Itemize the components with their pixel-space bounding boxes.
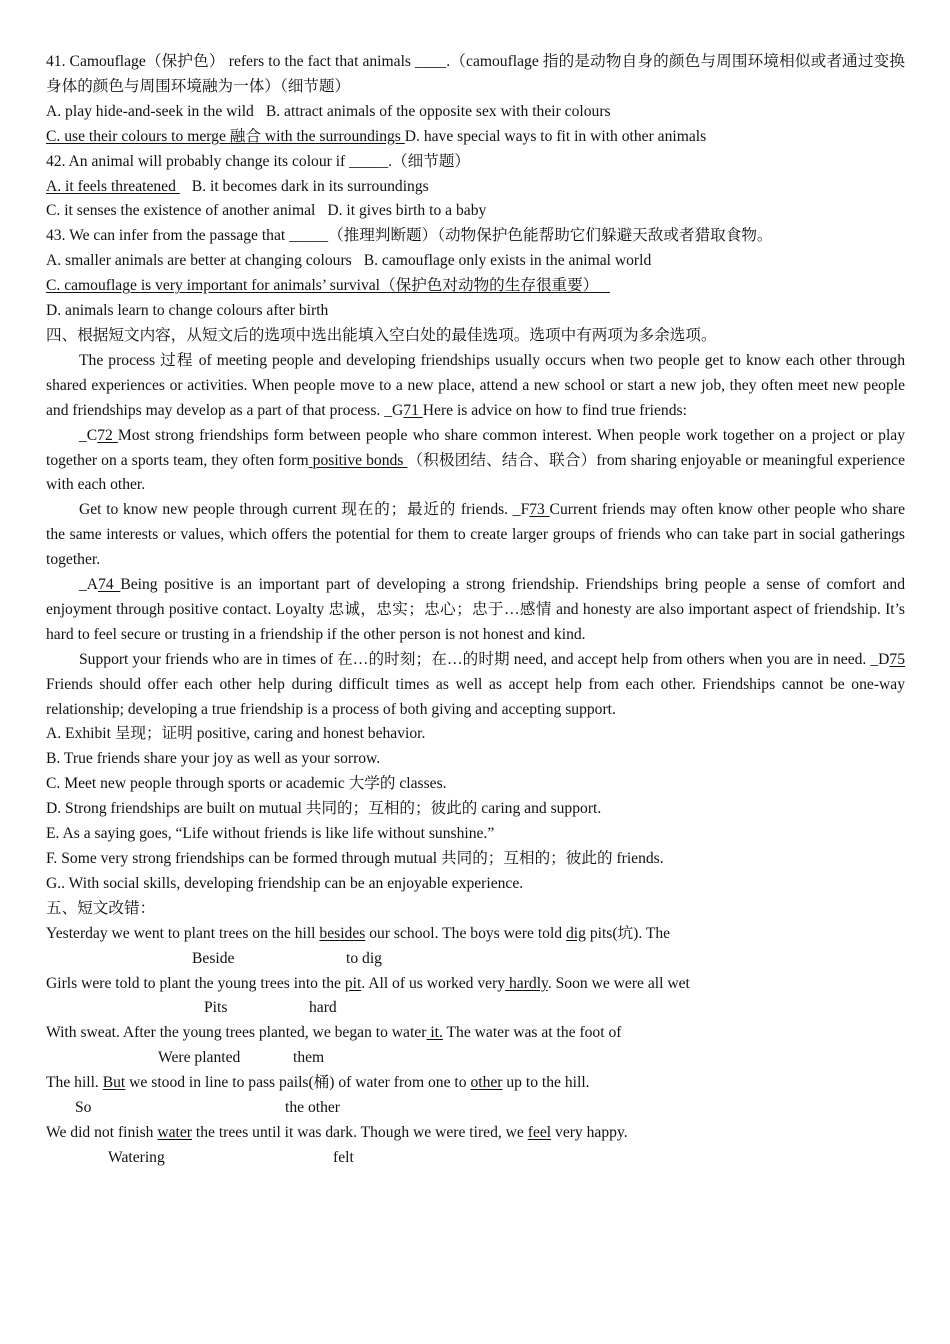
q41-options-row-2: [46, 125, 905, 150]
cloze-paragraph-2: _C72 Most strong friendships form between people who share common interest. When people work together on a project or play together on a sports team, they often form positive bonds （积极团结、结合、联合）from sharing enjoyable or meaningful experience with each other.: [46, 426, 905, 494]
error-line-5: We did not finish water the trees until it was dark. Though we were tired, we feel very happy.: [46, 1123, 628, 1141]
correction-word: Pits: [204, 999, 228, 1017]
correction-word: to dig: [346, 949, 382, 967]
q41-option-d: D. have special ways to fit in with other animals: [404, 127, 707, 145]
error-word: it.: [426, 1024, 443, 1042]
correction-word: them: [293, 1049, 325, 1067]
blank-73: 73: [529, 501, 550, 519]
q41-option-b: B. attract animals of the opposite sex with their colours: [265, 102, 611, 120]
blank-74: 74: [98, 576, 121, 594]
q43-option-a: A. smaller animals are better at changing colours: [46, 252, 352, 270]
blank-71: 71: [403, 401, 423, 419]
cloze-paragraph-1: The process 过程 of meeting people and developing friendships usually occurs when two people get to know each other through shared experiences or activities. When people move to a new place, attend a new school or start a new job, they often meet new people and friendships may develop as a part of that process. _G71 Here is advice on how to find true friends:: [46, 351, 905, 419]
q42-option-b: B. it becomes dark in its surroundings: [191, 177, 429, 195]
q42-options-row-1: [46, 175, 905, 200]
correction-word: Were planted: [158, 1049, 241, 1067]
option-c: C. Meet new people through sports or academic 大学的 classes.: [46, 775, 447, 793]
error-word: dig: [566, 924, 586, 942]
q43-option-b: B. camouflage only exists in the animal world: [363, 252, 652, 270]
option-a: A. Exhibit 呈现；证明 positive, caring and honest behavior.: [46, 725, 426, 743]
q43-option-d: D. animals learn to change colours after birth: [46, 302, 329, 320]
correction-line-2: [46, 996, 905, 1021]
q42-options-row-2: [46, 199, 905, 224]
blank-75: 75: [889, 650, 905, 668]
correction-word: Beside: [192, 949, 235, 967]
cloze-paragraph-5: Support your friends who are in times of 在…的时刻；在…的时期 need, and accept help from others when you are in need. _D75 Friends should offer each other help during difficult times as well as accept help from each other. Friendships cannot be one-way relationship; developing a true friendship is a process of both giving and accepting support.: [46, 650, 905, 718]
q41-option-c-answer: C. use their colours to merge 融合 with the surroundings: [46, 127, 405, 145]
q42-option-d: D. it gives birth to a baby: [327, 202, 487, 220]
option-b: B. True friends share your joy as well as your sorrow.: [46, 750, 381, 768]
correction-line-3: [46, 1046, 905, 1071]
correction-word: Watering: [108, 1148, 165, 1166]
correction-word: the other: [285, 1099, 340, 1117]
q41-stem: 41. Camouflage（保护色） refers to the fact that animals ____.（camouflage 指的是动物自身的颜色与周围环境相似或者通过变换身体的颜色与周围环境融为一体）（细节题）: [46, 53, 905, 95]
positive-bonds: positive bonds: [308, 451, 408, 469]
section-4-heading: 四、根据短文内容，从短文后的选项中选出能填入空白处的最佳选项。选项中有两项为多余选项。: [46, 326, 717, 344]
option-f: F. Some very strong friendships can be formed through mutual 共同的；互相的；彼此的 friends.: [46, 850, 664, 867]
q43-options-row-1: [46, 249, 905, 274]
blank-72: 72: [97, 426, 118, 444]
q43-options-row-2: [46, 274, 905, 299]
correction-word: hard: [309, 999, 337, 1017]
cloze-paragraph-4: _A74 Being positive is an important part of developing a strong friendship. Friendships bring people a sense of comfort and enjoyment through positive contact. Loyalty 忠诚，忠实；忠心；忠于…感情 and honesty are also important aspect of friendship. It’s hard to feel secure or trusting in a friendship if the other person is not honest and kind.: [46, 576, 905, 643]
q41-options-row-1: [46, 100, 905, 125]
section-5-heading: 五、短文改错：: [46, 899, 156, 917]
error-word: feel: [527, 1123, 552, 1141]
correction-line-4: [46, 1096, 905, 1121]
error-line-1: Yesterday we went to plant trees on the hill besides our school. The boys were told dig pits(坑). The: [46, 924, 671, 942]
correction-word: So: [75, 1099, 92, 1117]
error-word: hardly: [505, 974, 548, 992]
option-d: D. Strong friendships are built on mutual 共同的；互相的；彼此的 caring and support.: [46, 800, 602, 818]
correction-word: felt: [333, 1148, 354, 1166]
correction-line-1: [46, 947, 905, 972]
error-line-3: With sweat. After the young trees planted, we began to water it. The water was at the foot of: [46, 1024, 622, 1042]
error-line-4: The hill. But we stood in line to pass pails(桶) of water from one to other up to the hill.: [46, 1074, 590, 1092]
error-word: pit: [344, 974, 362, 992]
error-line-2: Girls were told to plant the young trees into the pit. All of us worked very hardly. Soon we were all wet: [46, 974, 690, 992]
option-g: G.. With social skills, developing friendship can be an enjoyable experience.: [46, 874, 524, 892]
correction-line-5: [46, 1146, 905, 1171]
q42-stem: 42. An animal will probably change its colour if _____.（细节题）: [46, 152, 471, 170]
option-e: E. As a saying goes, “Life without friends is like life without sunshine.”: [46, 825, 495, 843]
q41-option-a: A. play hide-and-seek in the wild: [46, 102, 254, 120]
q43-stem: 43. We can infer from the passage that _____（推理判断题）（动物保护色能帮助它们躲避天敌或者猎取食物。: [46, 227, 773, 245]
error-word: water: [157, 1123, 192, 1141]
cloze-paragraph-3: Get to know new people through current 现在的；最近的 friends. _F73 Current friends may often know other people who share the same interests or values, which offers the potential for them to create larger groups of friends who can take part in social gatherings together.: [46, 501, 905, 569]
q42-option-c: C. it senses the existence of another animal: [46, 202, 316, 220]
error-word: other: [470, 1074, 503, 1092]
q43-option-c-answer: C. camouflage is very important for animals’ survival（保护色对动物的生存很重要）: [46, 277, 599, 295]
q42-option-a-answer: A. it feels threatened: [46, 177, 180, 195]
error-word: besides: [319, 924, 366, 942]
error-word: But: [102, 1074, 126, 1092]
